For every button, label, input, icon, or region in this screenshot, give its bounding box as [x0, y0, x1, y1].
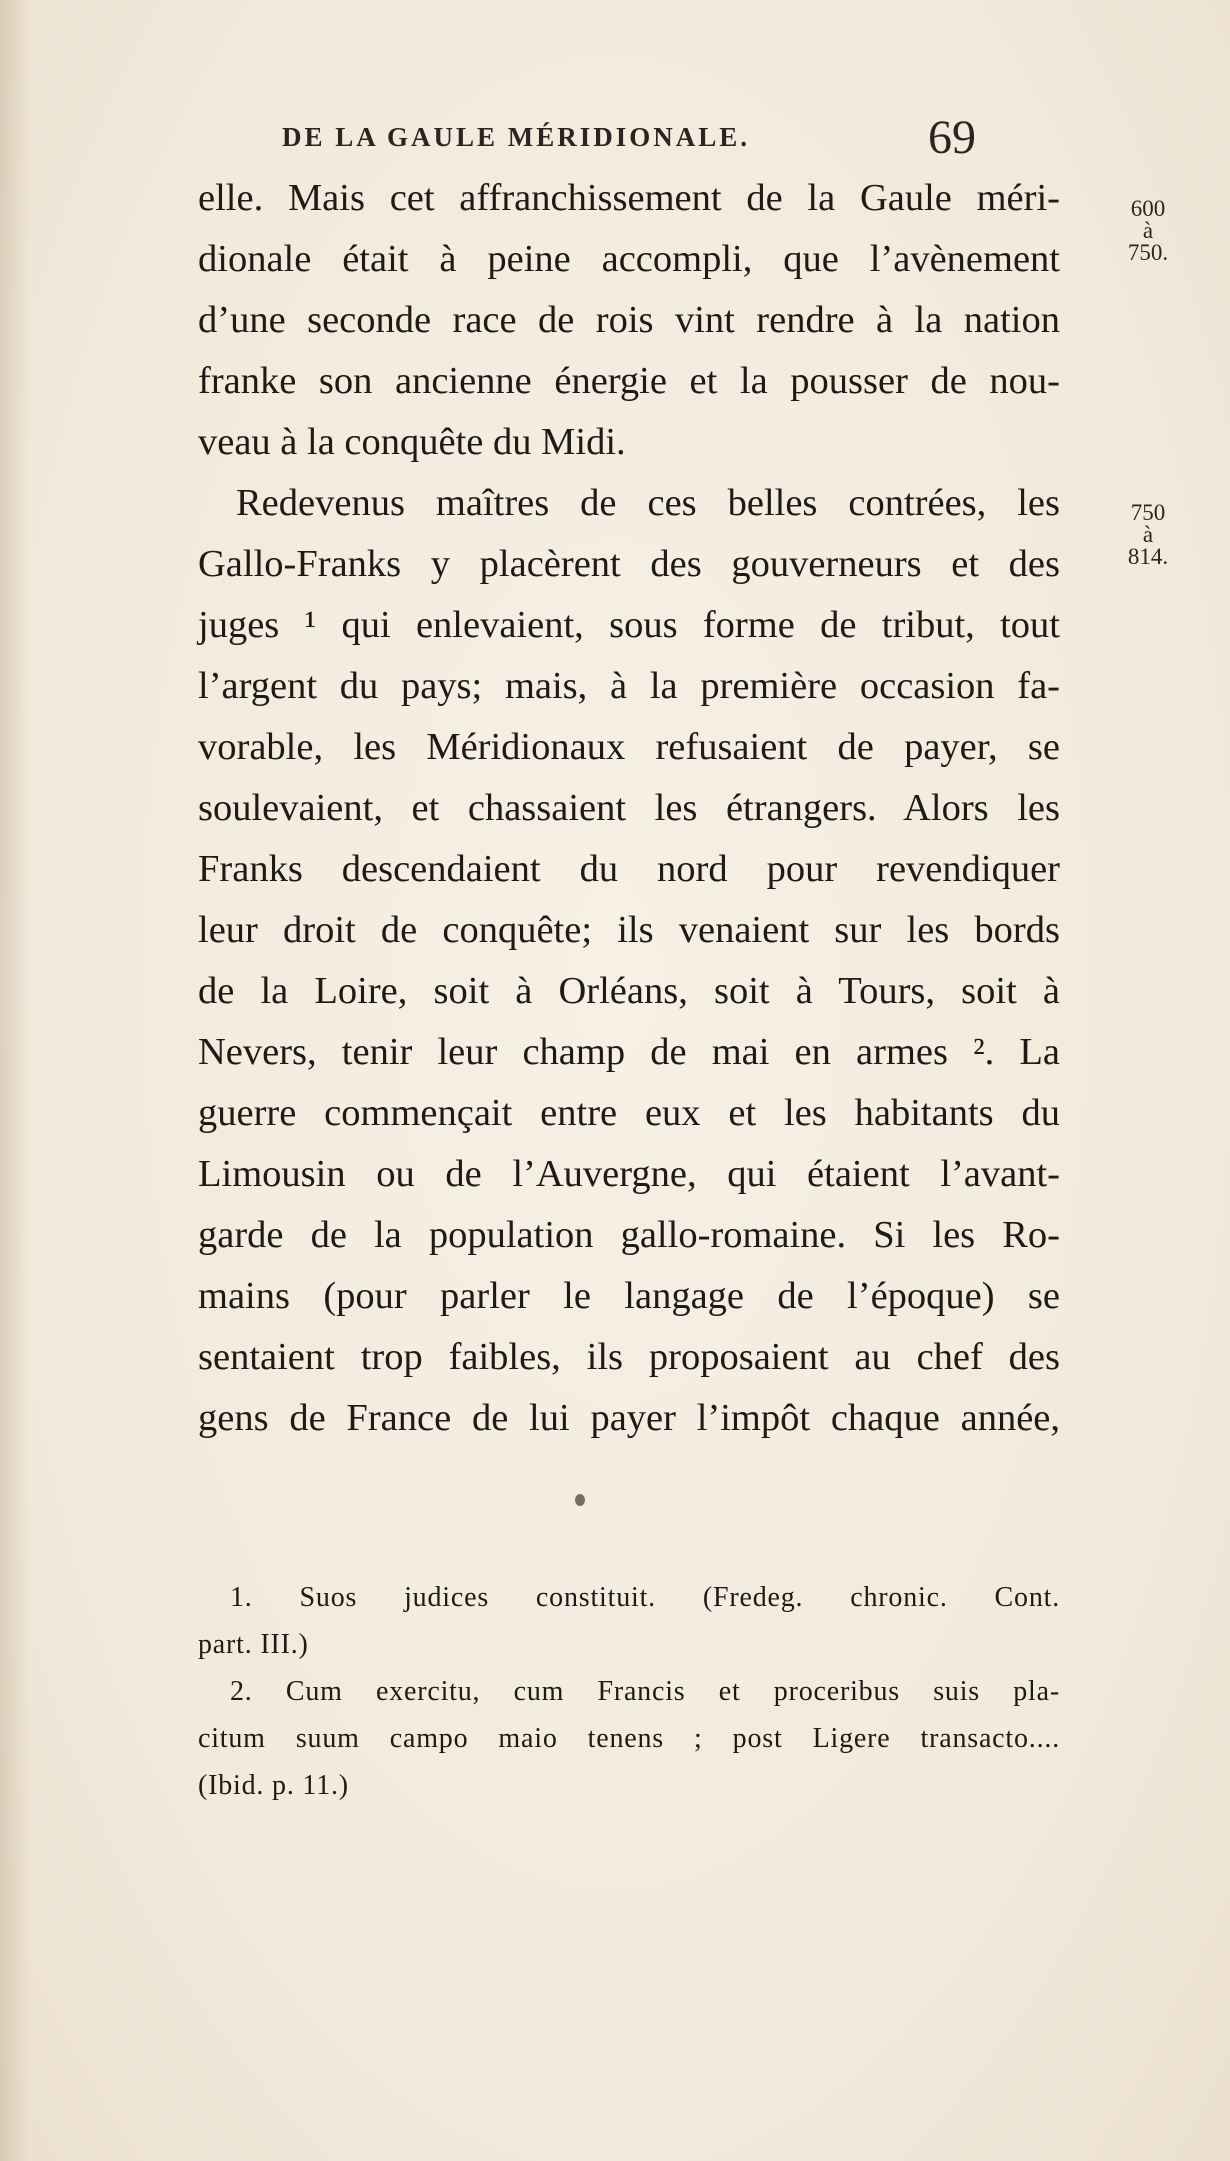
page-number: 69 — [928, 111, 976, 164]
text-line: juges ¹ qui enlevaient, sous forme de tribut, tout — [198, 604, 1060, 646]
text-line: Gallo-Franks y placèrent des gouverneurs et des — [198, 543, 1060, 585]
footnote-line: citum suum campo maio tenens ; post Ligere transacto.... — [198, 1723, 1060, 1754]
footnotes — [198, 1574, 1060, 1809]
text-line: gens de France de lui payer l’impôt chaque année, — [198, 1397, 1060, 1439]
text-line: veau à la conquête du Midi. — [198, 421, 626, 463]
text-line: l’argent du pays; mais, à la première occasion fa- — [198, 665, 1060, 707]
footnote-line: (Ibid. p. 11.) — [198, 1770, 349, 1801]
margin-date-note — [1118, 502, 1178, 568]
text-line: leur droit de conquête; ils venaient sur les bords — [198, 909, 1060, 951]
running-head — [200, 110, 1020, 170]
margin-date-to: 750. — [1127, 240, 1169, 265]
text-line: Nevers, tenir leur champ de mai en armes ². La — [198, 1031, 1060, 1073]
body-text — [198, 168, 1060, 1449]
margin-date-a: à — [1142, 218, 1154, 243]
footnote-line: part. III.) — [198, 1629, 309, 1660]
footnote-line: 2. Cum exercitu, cum Francis et proceribus suis pla- — [230, 1676, 1060, 1707]
ink-smudge — [575, 1494, 585, 1506]
text-line: soulevaient, et chassaient les étrangers. Alors les — [198, 787, 1060, 829]
text-line: sentaient trop faibles, ils proposaient au chef des — [198, 1336, 1060, 1378]
text-line: franke son ancienne énergie et la pousser de nou- — [198, 360, 1060, 402]
text-line: guerre commençait entre eux et les habitants du — [198, 1092, 1060, 1134]
margin-date-from: 750 — [1130, 500, 1166, 525]
text-line: Limousin ou de l’Auvergne, qui étaient l’avant- — [198, 1153, 1060, 1195]
text-line: Franks descendaient du nord pour revendiquer — [198, 848, 1060, 890]
text-line: d’une seconde race de rois vint rendre à la nation — [198, 299, 1060, 341]
text-line: de la Loire, soit à Orléans, soit à Tours, soit à — [198, 970, 1060, 1012]
margin-date-a: à — [1142, 522, 1154, 547]
text-line: mains (pour parler le langage de l’époque) se — [198, 1275, 1060, 1317]
footnote-line: 1. Suos judices constituit. (Fredeg. chronic. Cont. — [230, 1582, 1060, 1613]
text-line: Redevenus maîtres de ces belles contrées, les — [236, 482, 1060, 524]
margin-date-note — [1118, 198, 1178, 264]
margin-date-from: 600 — [1130, 196, 1166, 221]
text-line: vorable, les Méridionaux refusaient de payer, se — [198, 726, 1060, 768]
text-line: garde de la population gallo-romaine. Si les Ro- — [198, 1214, 1060, 1256]
spine-shadow — [0, 0, 30, 2161]
margin-date-to: 814. — [1127, 544, 1169, 569]
text-line: dionale était à peine accompli, que l’avènement — [198, 238, 1060, 280]
text-line: elle. Mais cet affranchissement de la Gaule méri- — [198, 177, 1060, 219]
running-title: DE LA GAULE MÉRIDIONALE. — [282, 122, 751, 152]
